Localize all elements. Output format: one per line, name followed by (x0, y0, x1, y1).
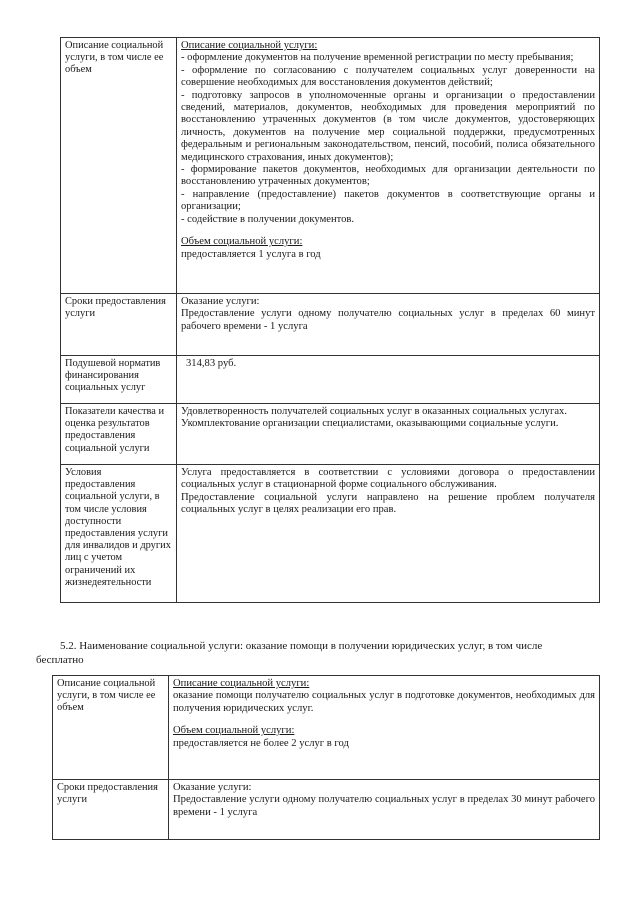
row-value (177, 404, 600, 465)
volume-text: предоставляется 1 услуга в год (181, 248, 321, 260)
conditions-text: Предоставление социальной услуги направлено на решение проблем получателя социальных услуг в целях реализации его прав. (181, 491, 595, 516)
table-row (61, 294, 600, 356)
row-value (169, 676, 600, 780)
description-title: Описание социальной услуги: (181, 40, 318, 51)
row-label: Сроки предоставления услуги (61, 294, 177, 356)
description-line: - оформление по согласованию с получателем социальных услуг доверенности на совершение необходимых для восстановления документов действий; (181, 64, 595, 89)
row-label: Показатели качества и оценка результатов предоставления социальной услуги (61, 404, 177, 465)
volume-title: Объем социальной услуги: (181, 236, 303, 248)
row-value (177, 294, 600, 356)
quality-text: Удовлетворенность получателей социальных услуг в оказанных социальных услугах. (181, 406, 567, 417)
row-value (169, 780, 600, 840)
section-heading: 5.2. Наименование социальной услуги: оказание помощи в получении юридических услуг, в том числе бесплатно (36, 640, 543, 666)
services-table-2 (52, 675, 600, 840)
conditions-text: Услуга предоставляется в соответствии с условиями договора о предоставлении социальных услуг в стационарной форме социального обслуживания. (181, 467, 595, 491)
table-row (61, 465, 600, 603)
row-label: Условия предоставления социальной услуги, в том числе условия доступности предоставления услуги для инвалидов и других лиц с учетом ограничений их жизнедеятельности (61, 465, 177, 603)
row-label: Сроки предоставления услуги (53, 780, 169, 840)
row-value: 314,83 руб. (177, 356, 600, 404)
description-line: - содействие в получении документов. (181, 213, 355, 225)
description-line: - формирование пакетов документов, необходимых для организации деятельности по восстановлению утраченных документов; (181, 164, 595, 188)
row-value (177, 38, 600, 294)
table-row (61, 404, 600, 465)
row-label: Описание социальной услуги, в том числе ее объем (53, 676, 169, 780)
table-row (53, 676, 600, 780)
description-line: - направление (предоставление) пакетов документов в соответствующие органы и организации; (181, 188, 595, 213)
volume-text: предоставляется не более 2 услуг в год (173, 737, 349, 749)
row-label: Описание социальной услуги, в том числе ее объем (61, 38, 177, 294)
terms-text: Предоставление услуги одному получателю социальных услуг в пределах 60 минут рабочего времени - 1 услуга (181, 308, 595, 332)
description-text: оказание помощи получателю социальных услуг в подготовке документов, необходимых для получения юридических услуг. (173, 690, 595, 714)
services-table-1 (60, 37, 600, 603)
volume-title: Объем социальной услуги: (173, 725, 295, 737)
terms-text: Предоставление услуги одному получателю социальных услуг в пределах 30 минут рабочего времени - 1 услуга (173, 794, 595, 818)
description-line: - оформление документов на получение временной регистрации по месту пребывания; (181, 52, 574, 64)
description-title: Описание социальной услуги: (173, 678, 310, 689)
row-label: Подушевой норматив финансирования социальных услуг (61, 356, 177, 404)
table-row (61, 38, 600, 294)
row-value (177, 465, 600, 603)
quality-text: Укомплектование организации специалистами, оказывающими социальные услуги. (181, 418, 559, 430)
table-row (61, 356, 600, 404)
terms-title: Оказание услуги: (181, 296, 260, 307)
description-line: - подготовку запросов в уполномоченные органы и организации о предоставлении сведений, материалов, документов, необходимых для проведения мероприятий по восстановлению утраченных документов (в том числе документов, удостоверяющих личность, документов на получение мер социальной поддержки, предусмотренных федеральным и региональным законодательством, пенсий, пособий, полиса обязательного медицинского страхования, иных документов); (181, 89, 595, 163)
table-row (53, 780, 600, 840)
terms-title: Оказание услуги: (173, 782, 252, 793)
